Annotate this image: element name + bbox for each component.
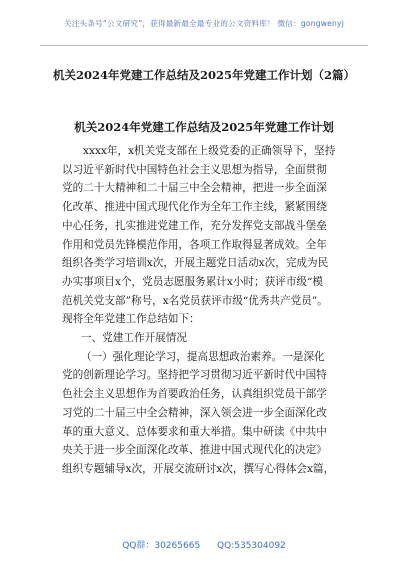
paragraph-line: 央关于进一步全面深化改革、推进中国式现代化的决定》 — [62, 444, 327, 457]
paragraph-line: 革的重大意义、总体要求和重大举措。集中研读《中共中 — [62, 425, 327, 438]
paragraph-line: （一）强化理论学习，提高思想政治素养。一是深化 — [81, 350, 325, 363]
paragraph-line: 色社会主义思想作为首要政治任务，认真组织党员干部学 — [62, 388, 327, 401]
qq-group-number: QQ群：30265665 — [122, 541, 201, 551]
paragraph-line: 范机关党支部”称号，x名党员获评市级“优秀共产党员”。 — [62, 294, 328, 307]
promo-banner: 关注头条号“公文研究”，获得最新最全最专业的公文资料库！ 微信：gongwenyj — [63, 19, 345, 28]
paragraph-line: 党的二十大精神和二十届三中全会精神，把进一步全面深 — [62, 182, 327, 195]
paragraph-line: 组织专题辅导x次，开展交流研讨x次，撰写心得体会x篇， — [62, 462, 335, 475]
qq-number: QQ:535304092 — [217, 541, 286, 551]
paragraph-line: xxxx年，x机关党支部在上级党委的正确领导下，坚持 — [83, 145, 336, 157]
paragraph-line: 组织各类学习培训x次，开展主题党日活动x次，完成为民 — [62, 257, 329, 270]
paragraph-line: 中心任务，扎实推进党建工作，充分发挥党支部战斗堡垒 — [62, 219, 327, 232]
paragraph-line: 习党的二十届三中全会精神，深入领会进一步全面深化改 — [62, 406, 327, 419]
paragraph-line: 以习近平新时代中国特色社会主义思想为指导，全面贯彻 — [62, 163, 327, 176]
document-title: 机关2024年党建工作总结及2025年党建工作计划（2篇） — [52, 68, 355, 82]
paragraph-line: 现将全年党建工作总结如下： — [62, 313, 200, 326]
paragraph-line: 党的创新理论学习。坚持把学习贯彻习近平新时代中国特 — [62, 369, 327, 382]
section-title: 机关2024年党建工作总结及2025年党建工作计划 — [74, 120, 334, 134]
paragraph-line: 办实事项目x个，党员志愿服务累计x小时；获评市级“模 — [62, 275, 324, 288]
footer-contact — [0, 538, 408, 551]
body-text — [62, 142, 348, 479]
paragraph-line: 化改革、推进中国式现代化作为全年工作主线，紧紧围绕 — [62, 201, 327, 214]
section-heading: 一、党建工作开展情况 — [81, 332, 187, 345]
header-divider — [40, 45, 368, 46]
paragraph-line: 作用和党员先锋模范作用，各项工作取得显著成效。全年 — [62, 238, 327, 251]
